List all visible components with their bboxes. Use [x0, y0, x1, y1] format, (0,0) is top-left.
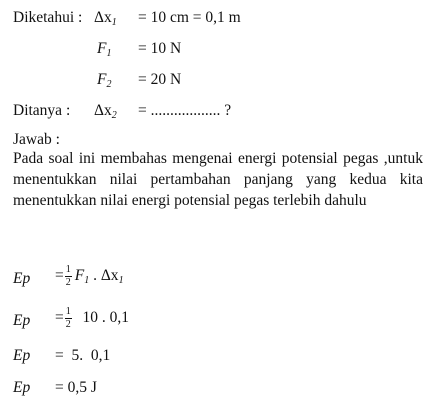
asked-label: Ditanya :: [13, 102, 71, 119]
step3-rhs: = 5. 0,1: [55, 347, 111, 364]
f1-value: = 10 N: [138, 40, 182, 57]
dx2-value: = .................. ?: [138, 102, 232, 119]
explanation-paragraph: Pada soal ini membahas mengenai energi potensial pegas ,untuk menentukkan nilai pertambahan panjang yang kedua kita menentukkan nilai energi potensial pegas terlebih dahulu: [13, 150, 423, 209]
answer-label: Jawab :: [13, 131, 60, 148]
f2-value: = 20 N: [138, 71, 182, 88]
half-fraction: $\frac{1}{2}$: [65, 306, 71, 330]
dx1-symbol: $\Delta x_1$: [94, 9, 117, 28]
given-label: Diketahui :: [13, 9, 83, 26]
step3-lhs: Ep: [13, 347, 31, 364]
f1-symbol: $F_1$: [97, 40, 112, 59]
dx1-value: = 10 cm = 0,1 m: [138, 9, 241, 26]
step4-lhs: Ep: [13, 379, 31, 396]
half-fraction: $\frac{1}{2}$: [65, 264, 71, 288]
step1-rhs: = $\frac{1}{2}$ $F_1$ . $\Delta x_1$: [55, 264, 124, 288]
f2-symbol: $F_2$: [97, 71, 112, 90]
dx2-symbol: $\Delta x_2$: [94, 102, 117, 121]
step2-rhs: = $\frac{1}{2}$ 10 . 0,1: [55, 306, 129, 330]
step4-rhs: = 0,5 J: [55, 379, 97, 396]
step1-lhs: Ep: [13, 270, 31, 287]
step2-lhs: Ep: [13, 312, 31, 329]
